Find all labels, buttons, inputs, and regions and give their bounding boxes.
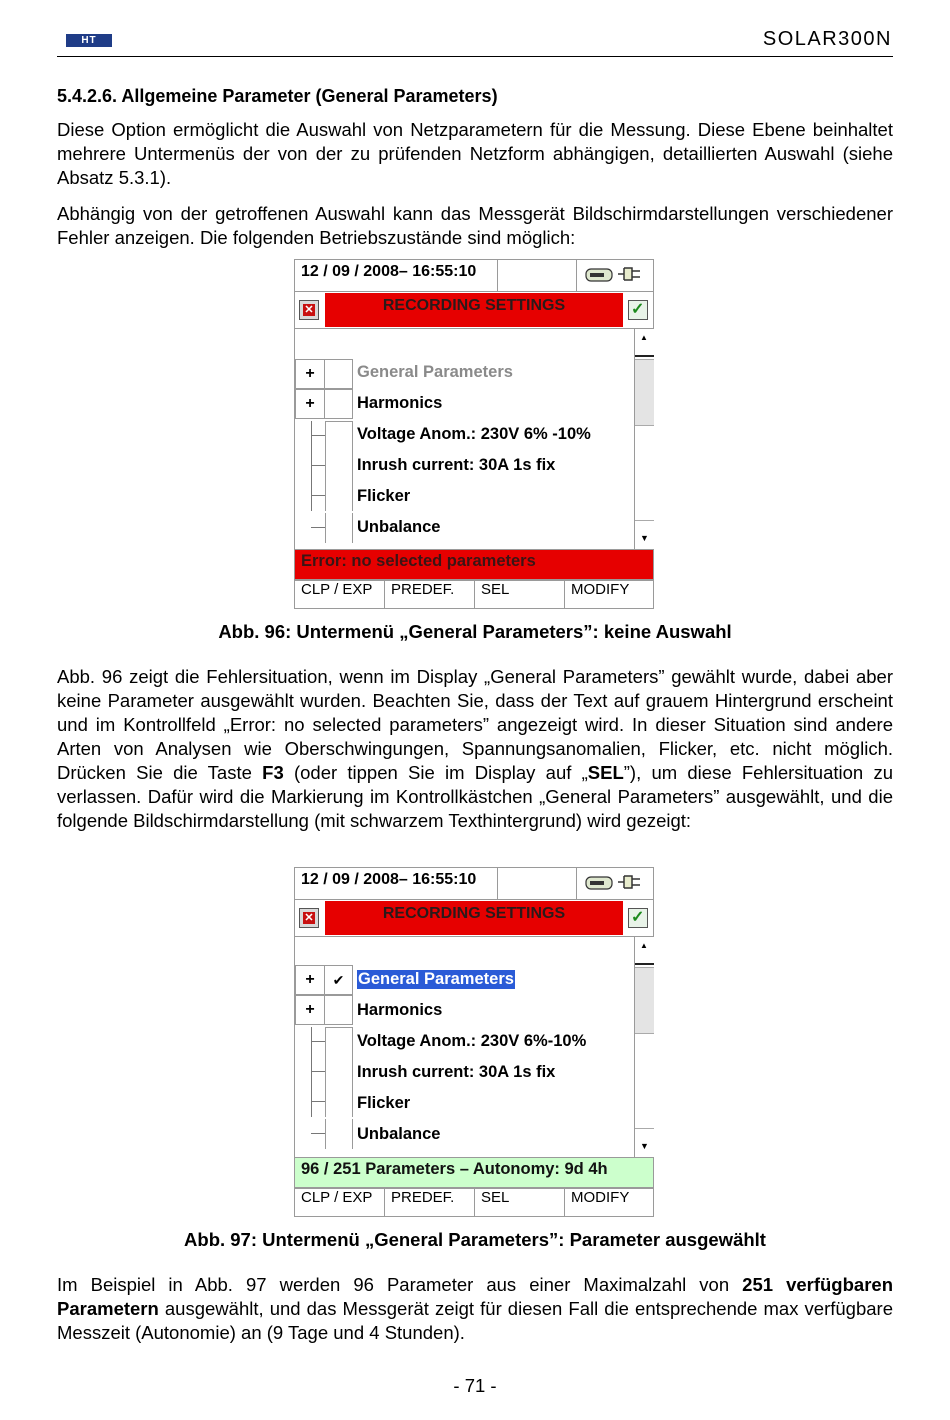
checkmark-icon: ✔ xyxy=(332,972,345,988)
expand-button[interactable]: + xyxy=(295,359,325,389)
modify-button[interactable]: MODIFY xyxy=(571,1189,630,1206)
page-number: - 71 - xyxy=(453,1375,497,1396)
header-rule xyxy=(57,56,893,57)
expand-button[interactable]: + xyxy=(295,995,325,1025)
tree-branch xyxy=(295,451,353,481)
expand-button[interactable]: + xyxy=(295,965,325,995)
confirm-button[interactable] xyxy=(628,908,648,928)
item-general-parameters[interactable]: General Parameters xyxy=(357,363,513,381)
tree-branch xyxy=(295,1027,353,1057)
product-name: SOLAR300N xyxy=(762,28,892,50)
item-flicker[interactable]: Flicker xyxy=(357,1094,411,1112)
sel-button[interactable]: SEL xyxy=(475,581,565,609)
check-icon: ✓ xyxy=(631,909,645,926)
clp-exp-button[interactable]: CLP / EXP xyxy=(295,581,385,609)
settings-list xyxy=(294,329,654,549)
item-harmonics[interactable]: Harmonics xyxy=(357,394,443,412)
scroll-down-icon[interactable]: ▼ xyxy=(640,533,649,543)
predef-button[interactable]: PREDEF. xyxy=(385,1189,475,1217)
item-voltage-anomalies[interactable]: Voltage Anom.: 230V 6%-10% xyxy=(357,1032,587,1050)
checkbox[interactable] xyxy=(325,359,353,389)
confirm-button[interactable] xyxy=(628,300,648,320)
sel-button[interactable]: SEL xyxy=(475,1189,565,1217)
tree-branch xyxy=(295,1119,353,1149)
paragraph-intro xyxy=(57,118,893,190)
figure-caption-96: Abb. 96: Untermenü „General Parameters”: keine Auswahl xyxy=(218,621,732,642)
tree-branch xyxy=(295,1057,353,1087)
modify-button[interactable]: MODIFY xyxy=(571,581,630,598)
paragraph-explanation xyxy=(57,665,893,833)
status-message: 96 / 251 Parameters – Autonomy: 9d 4h xyxy=(294,1157,654,1188)
datetime-display: 12 / 09 / 2008– 16:55:10 xyxy=(294,259,498,291)
recording-settings-title: RECORDING SETTINGS xyxy=(325,901,623,935)
item-unbalance[interactable]: Unbalance xyxy=(357,1125,441,1143)
paragraph-states xyxy=(57,202,893,250)
scroll-up-icon[interactable]: ▲ xyxy=(640,941,648,950)
check-icon: ✓ xyxy=(631,301,645,318)
scroll-down-icon[interactable]: ▼ xyxy=(640,1141,649,1151)
figure-caption-97: Abb. 97: Untermenü „General Parameters”: Parameter ausgewählt xyxy=(184,1229,766,1250)
power-plug-icon xyxy=(584,873,646,891)
paragraph-3: Abb. 96 zeigt die Fehlersituation, wenn im Display „General Parameters” gewählt wurde, dabei aber keine Parameter ausgewählt wurden. Beachten Sie, dass der Text auf grauem Hintergrund erscheint und im Kontrollfeld „Error: no selected parameters” angezeigt wird. In dieser Situation sind andere Arten von Analysen wie Oberschwingungen, Spannungsanomalien, Flicker, etc. nicht möglich. Drücken Sie die Taste F3 (oder tippen Sie im Display auf „SEL”), um diese Fehlersituation zu verlassen. Dafür wird die Markierung im Kontrollkästchen „General Parameters” ausgewählt, und die folgende Bildschirmdarstellung (mit schwarzem Texthintergrund) wird gezeigt: xyxy=(57,666,893,831)
close-icon: ✕ xyxy=(304,304,314,316)
section-title: 5.4.2.6. Allgemeine Parameter (General Parameters) xyxy=(57,86,498,106)
device-screen-no-selection xyxy=(294,259,654,609)
item-flicker[interactable]: Flicker xyxy=(357,487,411,505)
item-inrush-current[interactable]: Inrush current: 30A 1s fix xyxy=(357,1063,556,1081)
scroll-thumb[interactable] xyxy=(635,359,654,426)
power-plug-icon xyxy=(584,265,646,283)
ht-logo: HT xyxy=(66,34,112,47)
item-harmonics[interactable]: Harmonics xyxy=(357,1001,443,1019)
paragraph-4: Im Beispiel in Abb. 97 werden 96 Parameter aus einer Maximalzahl von 251 verfügbaren Parametern ausgewählt, und das Messgerät zeigt für diesen Fall die entsprechende max verfügbare Messzeit (Autonomie) an (9 Tage und 4 Stunden). xyxy=(57,1274,893,1343)
device-screen-selected xyxy=(294,867,654,1217)
paragraph-1: Diese Option ermöglicht die Auswahl von Netzparametern für die Messung. Diese Ebene beinhaltet mehrere Untermenüs der von der zu prüfenden Netzform abhängigen, detaillierten Auswahl (siehe Absatz 5.3.1). xyxy=(57,119,893,188)
checkbox-checked[interactable] xyxy=(325,965,353,995)
item-unbalance[interactable]: Unbalance xyxy=(357,518,441,536)
recording-settings-title: RECORDING SETTINGS xyxy=(325,293,623,327)
checkbox[interactable] xyxy=(325,389,353,419)
settings-list xyxy=(294,937,654,1157)
tree-branch xyxy=(295,421,353,451)
close-icon: ✕ xyxy=(304,912,314,924)
item-inrush-current[interactable]: Inrush current: 30A 1s fix xyxy=(357,456,556,474)
close-button[interactable] xyxy=(299,908,319,928)
tree-branch xyxy=(295,1087,353,1117)
function-keys xyxy=(294,580,654,609)
paragraph-2: Abhängig von der getroffenen Auswahl kann das Messgerät Bildschirmdarstellungen verschiedener Fehler anzeigen. Die folgenden Betriebszustände sind möglich: xyxy=(57,203,893,248)
header-cell xyxy=(498,259,576,291)
checkbox[interactable] xyxy=(325,995,353,1025)
scroll-thumb[interactable] xyxy=(635,967,654,1034)
header-cell xyxy=(498,867,576,899)
scroll-up-icon[interactable]: ▲ xyxy=(640,333,648,342)
clp-exp-button[interactable]: CLP / EXP xyxy=(295,1189,385,1217)
predef-button[interactable]: PREDEF. xyxy=(385,581,475,609)
item-general-parameters[interactable]: General Parameters xyxy=(358,970,514,988)
scrollbar[interactable] xyxy=(634,937,654,1157)
scrollbar[interactable] xyxy=(634,329,654,549)
close-button[interactable] xyxy=(299,300,319,320)
tree-branch xyxy=(295,513,353,543)
function-keys xyxy=(294,1188,654,1217)
datetime-display: 12 / 09 / 2008– 16:55:10 xyxy=(294,867,498,899)
item-voltage-anomalies[interactable]: Voltage Anom.: 230V 6% -10% xyxy=(357,425,591,443)
expand-button[interactable]: + xyxy=(295,389,325,419)
tree-branch xyxy=(295,481,353,511)
paragraph-example xyxy=(57,1273,893,1345)
status-message: Error: no selected parameters xyxy=(294,549,654,580)
